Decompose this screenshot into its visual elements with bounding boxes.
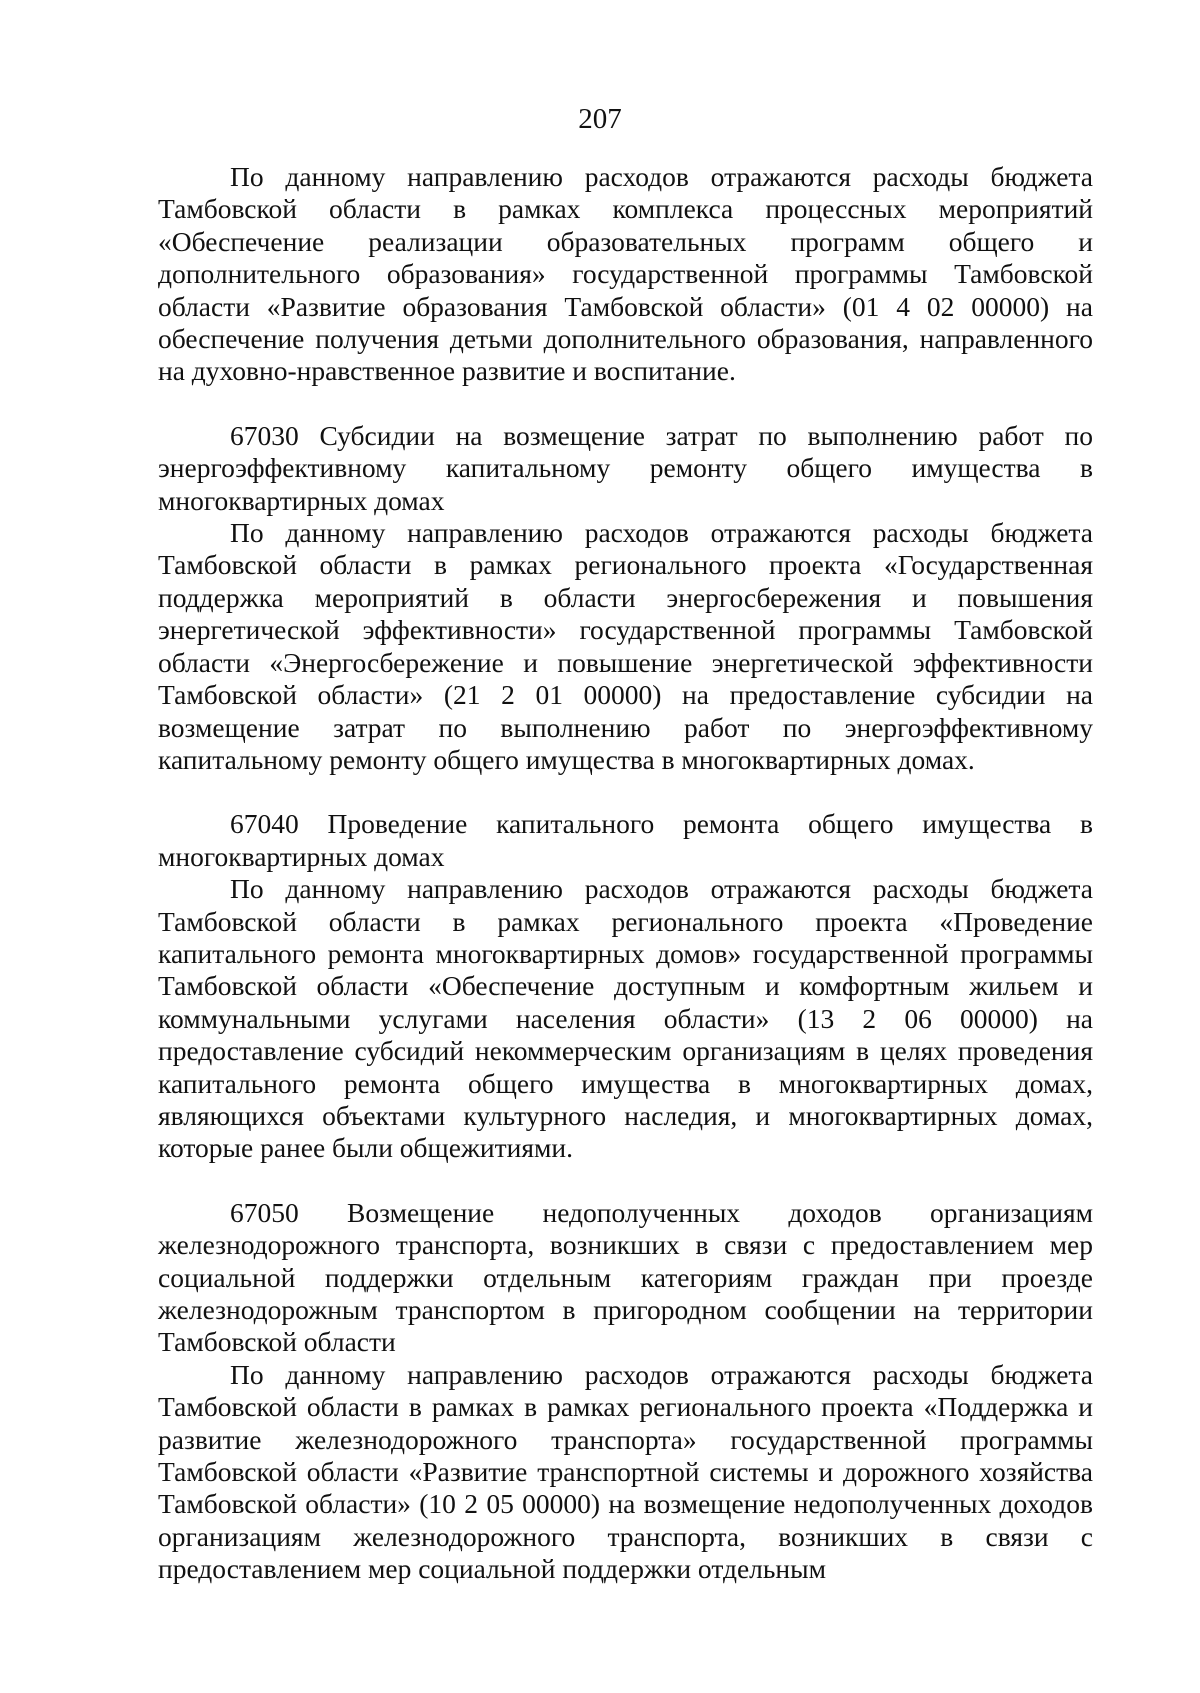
section-heading-67040: 67040 Проведение капитального ремонта общего имущества в многоквартирных домах	[158, 808, 1093, 872]
paragraph-description: По данному направлению расходов отражаются расходы бюджета Тамбовской области в рамках регионального проекта «Государственная поддержка мероприятий в области энергосбережения и повышения энергетической эффективности» государственной программы Тамбовской области «Энергосбережение и повышение энергетической эффективности Тамбовской области» (21 2 01 00000) на предоставление субсидии на возмещение затрат по выполнению работ по энергоэффективному капитальному ремонту общего имущества в многоквартирных домах.	[158, 517, 1093, 775]
page-number: 207	[578, 103, 622, 135]
paragraph-gap	[158, 1165, 1093, 1197]
paragraph-description: По данному направлению расходов отражаются расходы бюджета Тамбовской области в рамках регионального проекта «Проведение капитального ремонта многоквартирных домов» государственной программы Тамбовской области «Обеспечение доступным и комфортным жильем и коммунальными услугами населения области» (13 2 06 00000) на предоставление субсидий некоммерческим организациям в целях проведения капитального ремонта общего имущества в многоквартирных домах, являющихся объектами культурного наследия, и многоквартирных домах, которые ранее были общежитиями.	[158, 873, 1093, 1164]
paragraph-description: По данному направлению расходов отражаются расходы бюджета Тамбовской области в рамках в рамках регионального проекта «Поддержка и развитие железнодорожного транспорта» государственной программы Тамбовской области «Развитие транспортной системы и дорожного хозяйства Тамбовской области» (10 2 05 00000) на возмещение недополученных доходов организациям железнодорожного транспорта, возникших в связи с предоставлением мер социальной поддержки отдельным	[158, 1358, 1093, 1585]
paragraph-gap	[158, 388, 1093, 420]
section-heading-67030: 67030 Субсидии на возмещение затрат по выполнению работ по энергоэффективному капитальному ремонту общего имущества в многоквартирных домах	[158, 419, 1093, 516]
paragraph-gap	[158, 776, 1093, 808]
section-heading-67050: 67050 Возмещение недополученных доходов организациям железнодорожного транспорта, возникших в связи с предоставлением мер социальной поддержки отдельным категориям граждан при проезде железнодорожным транспортом в пригородном сообщении на территории Тамбовской области	[158, 1196, 1093, 1358]
document-body	[158, 161, 1093, 1586]
paragraph-description: По данному направлению расходов отражаются расходы бюджета Тамбовской области в рамках комплекса процессных мероприятий «Обеспечение реализации образовательных программ общего и дополнительного образования» государственной программы Тамбовской области «Развитие образования Тамбовской области» (01 4 02 00000) на обеспечение получения детьми дополнительного образования, направленного на духовно-нравственное развитие и воспитание.	[158, 161, 1093, 387]
